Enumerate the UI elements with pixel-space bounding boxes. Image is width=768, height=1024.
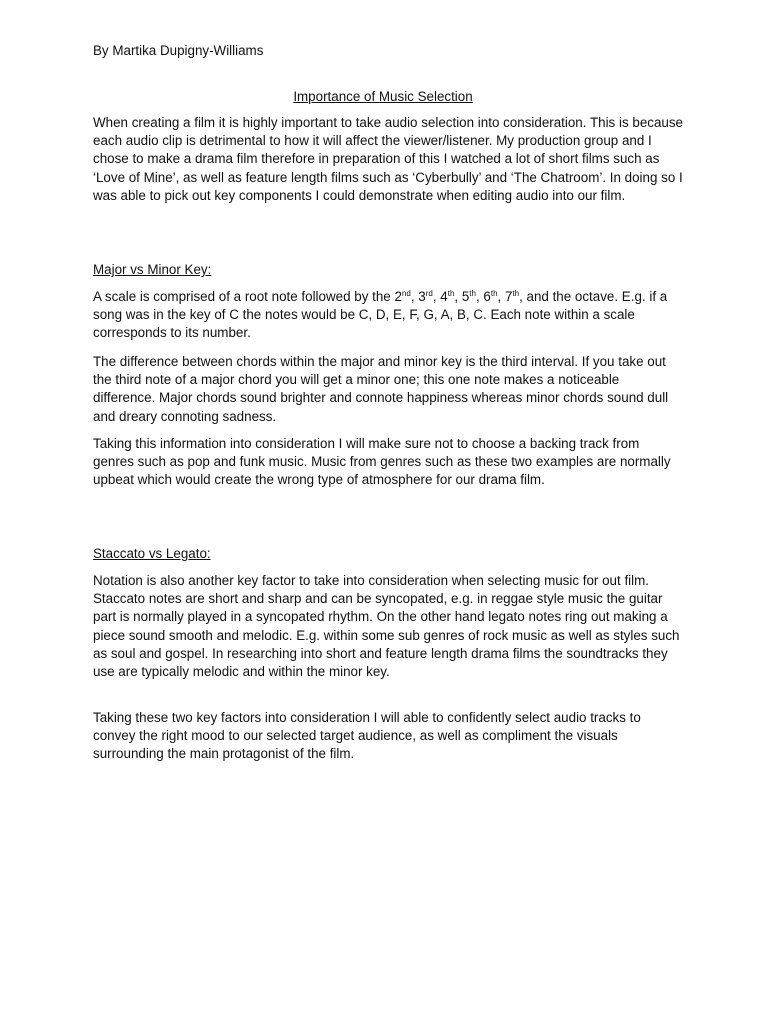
- ordinal-6-suffix: th: [490, 289, 498, 298]
- staccato-legato-conclusion-paragraph: Taking these two key factors into consideration I will able to confidently select audio tracks to convey the right mood to our selected target audience, as well as compliment the visuals surrounding the main protagonist of the film.: [93, 710, 641, 762]
- scale-text-5: , 5: [454, 289, 470, 304]
- scale-text-lead: A scale is comprised of a root note followed by the 2: [93, 289, 402, 304]
- document-title: Importance of Music Selection: [293, 89, 473, 104]
- scale-text-7: , 7: [497, 289, 513, 304]
- ordinal-4-suffix: th: [447, 289, 455, 298]
- scale-text-tail: , and the octave. E.g. if a song was in the key of C the notes would be C, D, E, F, G, A, B, C. Each note within a scale corresponds to its number.: [93, 289, 668, 341]
- chords-paragraph: The difference between chords within the major and minor key is the third interval. If you take out the third note of a major chord you will get a minor one; this one note makes a noticeable difference. Major chords sound brighter and connote happiness whereas minor chords sound dull and dreary connoting sadness.: [93, 354, 669, 424]
- author-line: By Martika Dupigny-Williams: [93, 43, 264, 58]
- major-minor-heading: Major vs Minor Key:: [93, 262, 212, 277]
- scale-text-6: , 6: [475, 289, 491, 304]
- intro-paragraph: When creating a film it is highly important to take audio selection into consideration. This is because each audio clip is detrimental to how it will affect the viewer/listener. My production group and I chose to make a drama film therefore in preparation of this I watched a lot of short films such as ‘Love of Mine’, as well as feature length films such as ‘Cyberbully’ and ‘The Chatroom’. In doing so I was able to pick out key components I could demonstrate when editing audio into our film.: [93, 115, 683, 203]
- ordinal-3-suffix: rd: [425, 289, 433, 298]
- scale-text-3: , 3: [410, 289, 426, 304]
- major-minor-conclusion-paragraph: Taking this information into consideration I will make sure not to choose a backing track from genres such as pop and funk music. Music from genres such as these two examples are normally upbeat which would create the wrong type of atmosphere for our drama film.: [93, 436, 671, 488]
- notation-paragraph: Notation is also another key factor to take into consideration when selecting music for out film. Staccato notes are short and sharp and can be syncopated, e.g. in reggae style music the guitar part is normally played in a syncopated rhythm. On the other hand legato notes ring out making a piece sound smooth and melodic. E.g. within some sub genres of rock music as well as styles such as soul and gospel. In researching into short and feature length drama films the soundtracks they use are typically melodic and within the minor key.: [93, 573, 680, 680]
- scale-paragraph: [93, 288, 683, 343]
- scale-text-4: , 4: [432, 289, 448, 304]
- ordinal-7-suffix: th: [512, 289, 520, 298]
- ordinal-2-suffix: nd: [401, 289, 411, 298]
- ordinal-5-suffix: th: [469, 289, 476, 298]
- staccato-legato-heading: Staccato vs Legato:: [93, 546, 211, 561]
